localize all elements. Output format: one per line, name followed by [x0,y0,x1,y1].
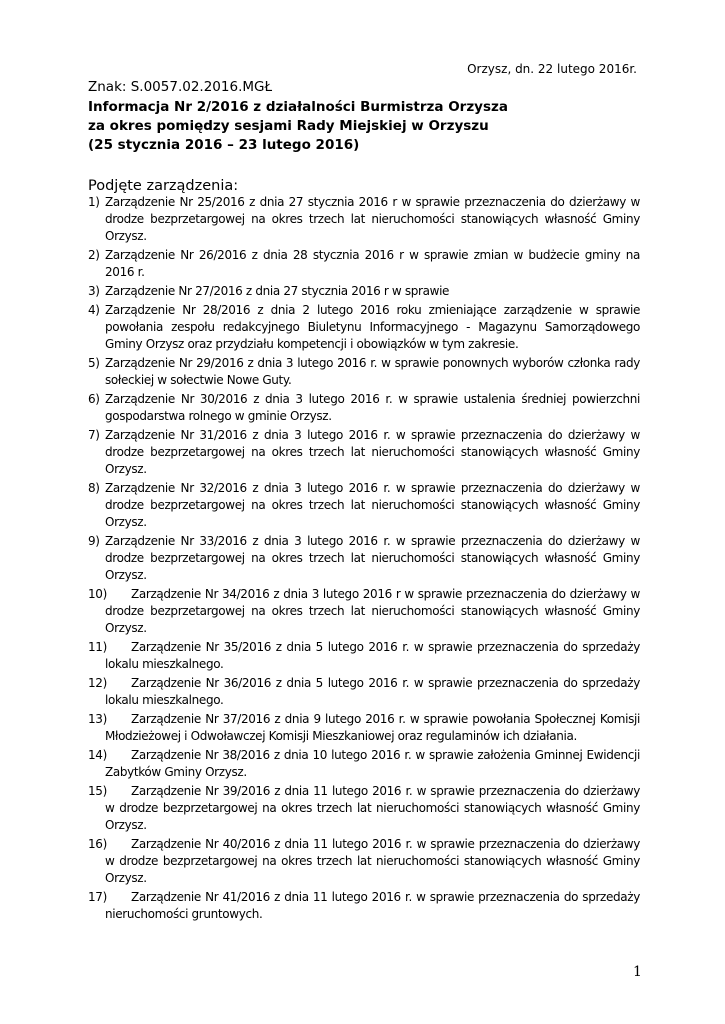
list-item [88,355,640,389]
list-item-text: Zarządzenie Nr 38/2016 z dnia 10 lutego 2016 r. w sprawie założenia Gminnej Ewidencji Zabytków Gminy Orzysz. [105,748,640,779]
list-item-text: Zarządzenie Nr 28/2016 z dnia 2 lutego 2016 roku zmieniające zarządzenie w sprawie powołania zespołu redakcyjnego Biuletynu Informacyjnego - Magazynu Samorządowego Gminy Orzysz oraz przydziału kompetencji i obowiązków w tym zakresie. [105,303,640,351]
list-item [88,391,640,425]
list-item [88,639,640,673]
list-item-number: 17) [88,890,107,904]
section-heading: Podjęte zarządzenia: [88,178,239,194]
list-item-text: Zarządzenie Nr 33/2016 z dnia 3 lutego 2016 r. w sprawie przeznaczenia do dzierżawy w drodze bezprzetargowej na okres trzech lat nieruchomości stanowiących własność Gminy Orzysz. [105,534,640,582]
list-item-text: Zarządzenie Nr 31/2016 z dnia 3 lutego 2016 r. w sprawie przeznaczenia do dzierżawy w drodze bezprzetargowej na okres trzech lat nieruchomości stanowiących własność Gminy Orzysz. [105,428,640,476]
list-item-number: 13) [88,712,107,726]
list-item-number: 12) [88,676,107,690]
list-item-text: Zarządzenie Nr 32/2016 z dnia 3 lutego 2016 r. w sprawie przeznaczenia do dzierżawy w drodze bezprzetargowej na okres trzech lat nieruchomości stanowiących własność Gminy Orzysz. [105,481,640,529]
list-item-number: 14) [88,748,107,762]
list-item-text: Zarządzenie Nr 40/2016 z dnia 11 lutego 2016 r. w sprawie przeznaczenia do dzierżawy w drodze bezprzetargowej na okres trzech lat nieruchomości stanowiących własność Gminy Orzysz. [105,837,640,885]
list-item [88,480,640,531]
list-item [88,533,640,584]
list-item-number: 3) [88,284,100,298]
list-item-number: 8) [88,481,100,495]
page-number: 1 [633,964,642,980]
list-item-number: 2) [88,248,100,262]
list-item-text: Zarządzenie Nr 35/2016 z dnia 5 lutego 2016 r. w sprawie przeznaczenia do sprzedaży lokalu mieszkalnego. [105,640,640,671]
document-title [88,98,648,155]
list-item [88,747,640,781]
list-item [88,283,640,300]
title-line: (25 stycznia 2016 – 23 lutego 2016) [88,137,360,153]
list-item-text: Zarządzenie Nr 36/2016 z dnia 5 lutego 2016 r. w sprawie przeznaczenia do sprzedaży lokalu mieszkalnego. [105,676,640,707]
ordinance-list [88,194,640,925]
list-item-text: Zarządzenie Nr 25/2016 z dnia 27 stycznia 2016 r w sprawie przeznaczenia do dzierżawy w drodze bezprzetargowej na okres trzech lat nieruchomości stanowiących własność Gminy Orzysz. [105,195,640,243]
list-item-number: 9) [88,534,100,548]
list-item-number: 7) [88,428,100,442]
list-item [88,836,640,887]
list-item [88,675,640,709]
list-item-text: Zarządzenie Nr 27/2016 z dnia 27 stycznia 2016 r w sprawie [105,284,450,298]
list-item-text: Zarządzenie Nr 39/2016 z dnia 11 lutego 2016 r. w sprawie przeznaczenia do dzierżawy w drodze bezprzetargowej na okres trzech lat nieruchomości stanowiących własność Gminy Orzysz. [105,784,640,832]
list-item [88,586,640,637]
title-line: Informacja Nr 2/2016 z działalności Burmistrza Orzysza [88,99,508,115]
reference-number: Znak: S.0057.02.2016.MGŁ [88,79,273,95]
list-item-text: Zarządzenie Nr 30/2016 z dnia 3 lutego 2016 r. w sprawie ustalenia średniej powierzchni gospodarstwa rolnego w gminie Orzysz. [105,392,640,423]
list-item [88,302,640,353]
list-item [88,247,640,281]
list-item [88,889,640,923]
list-item-number: 10) [88,587,107,601]
title-line: za okres pomiędzy sesjami Rady Miejskiej w Orzyszu [88,118,489,134]
list-item-text: Zarządzenie Nr 37/2016 z dnia 9 lutego 2016 r. w sprawie powołania Społecznej Komisji Młodzieżowej i Odwoławczej Komisji Mieszkaniowej oraz regulaminów ich działania. [105,712,640,743]
list-item-number: 5) [88,356,100,370]
list-item-text: Zarządzenie Nr 29/2016 z dnia 3 lutego 2016 r. w sprawie ponownych wyborów członka rady sołeckiej w sołectwie Nowe Guty. [105,356,640,387]
list-item [88,783,640,834]
list-item-text: Zarządzenie Nr 26/2016 z dnia 28 stycznia 2016 r w sprawie zmian w budżecie gminy na 2016 r. [105,248,640,279]
list-item-number: 16) [88,837,107,851]
list-item [88,427,640,478]
list-item-text: Zarządzenie Nr 34/2016 z dnia 3 lutego 2016 r w sprawie przeznaczenia do dzierżawy w drodze bezprzetargowej na okres trzech lat nieruchomości stanowiących własność Gminy Orzysz. [105,587,640,635]
list-item-number: 11) [88,640,107,654]
list-item-number: 6) [88,392,100,406]
list-item [88,711,640,745]
list-item-number: 15) [88,784,107,798]
list-item-text: Zarządzenie Nr 41/2016 z dnia 11 lutego 2016 r. w sprawie przeznaczenia do sprzedaży nieruchomości gruntowych. [105,890,640,921]
list-item [88,194,640,245]
document-date: Orzysz, dn. 22 lutego 2016r. [467,62,637,76]
list-item-number: 1) [88,195,100,209]
list-item-number: 4) [88,303,100,317]
